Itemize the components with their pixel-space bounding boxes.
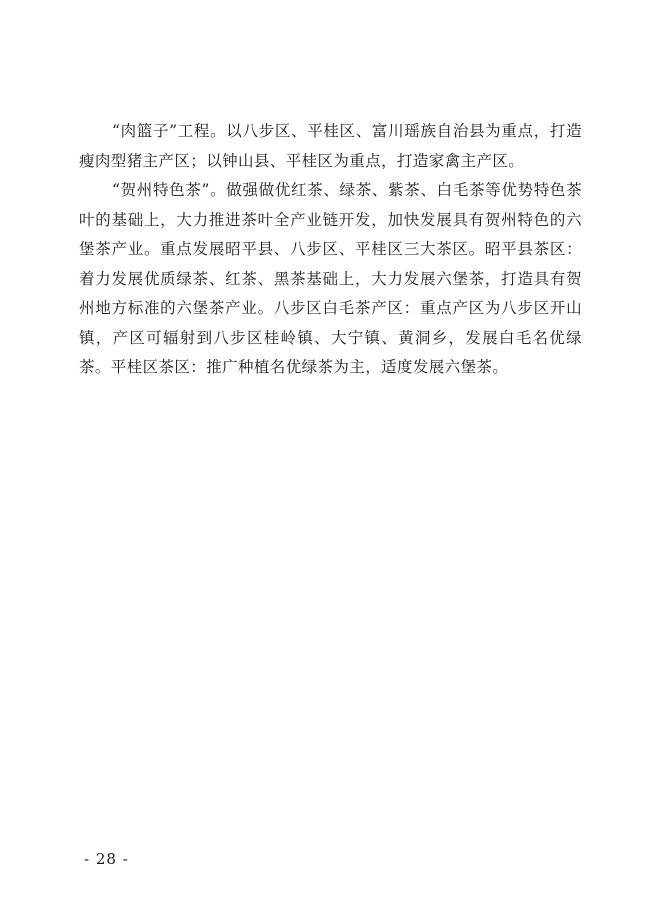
page-number: - 28 -	[84, 850, 129, 868]
paragraph-meat-basket: “肉篮子”工程。以八步区、平桂区、富川瑶族自治县为重点，打造瘦肉型猪主产区；以钟山县、平桂区为重点，打造家禽主产区。	[79, 122, 582, 170]
paragraph-hezhou-tea: “贺州特色茶”。做强做优红茶、绿茶、紫茶、白毛茶等优势特色茶叶的基础上，大力推进茶叶全产业链开发，加快发展具有贺州特色的六堡茶产业。重点发展昭平县、八步区、平桂区三大茶区。昭平县茶区：着力发展优质绿茶、红茶、黑茶基础上，大力发展六堡茶，打造具有贺州地方标准的六堡茶产业。八步区白毛茶产区：重点产区为八步区开山镇，产区可辐射到八步区桂岭镇、大宁镇、黄洞乡，发展白毛名优绿茶。平桂区茶区：推广种植名优绿茶为主，适度发展六堡茶。	[79, 181, 582, 376]
body-text	[79, 117, 582, 383]
